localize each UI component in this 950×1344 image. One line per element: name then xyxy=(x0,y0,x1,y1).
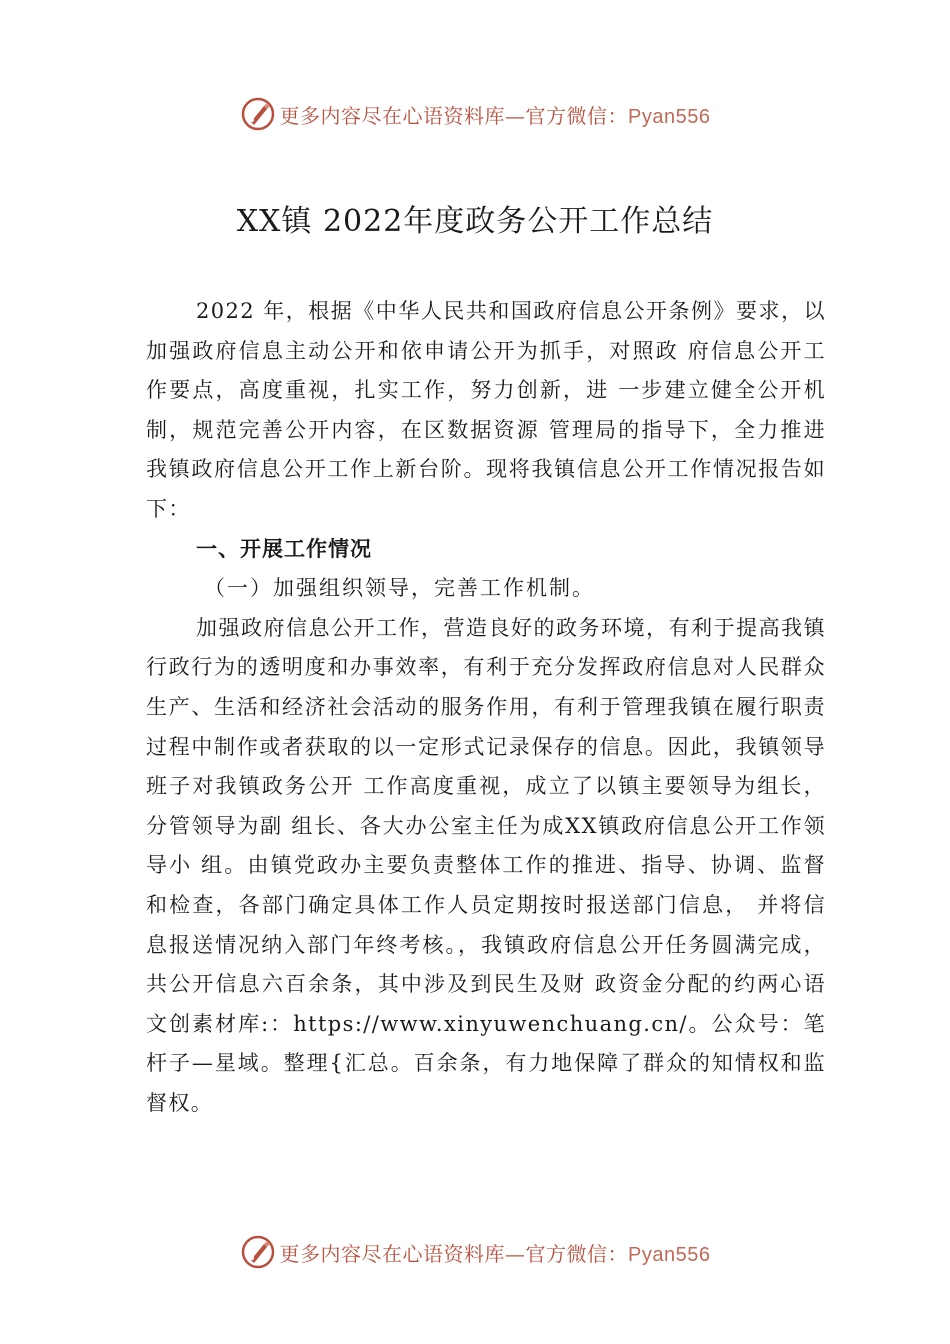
body-paragraph: 加强政府信息公开工作，营造良好的政务环境，有利于提高我镇行政行为的透明度和办事效率，有利于充分发挥政府信息对人民群众生产、生活和经济社会活动的服务作用，有利于管理我镇在履行职责过程中制作或者获取的以一定形式记录保存的信息。因此，我镇领导班子对我镇政务公开 工作高度重视，成立了以镇主要领导为组长，分管领导为副 组长、各大办公室主任为成XX镇政府信息公开工作领导小 组。由镇党政办主要负责整体工作的推进、指导、协调、监督和检查，各部门确定具体工作人员定期按时报送部门信息， 并将信息报送情况纳入部门年终考核。，我镇政府信息公开任务圆满完成，共公开信息六百余条，其中涉及到民生及财 政资金分配的约两心语文创素材库:：https://www.xinyuwenchuang.cn/。公众号：笔杆子—星域。整理{汇总。百余条，有力地保障了群众的知情权和监 督权。 xyxy=(146,615,826,1115)
intro-paragraph: 2022 年，根据《中华人民共和国政府信息公开条例》要求，以加强政府信息主动公开和依申请公开为抓手，对照政 府信息公开工作要点，高度重视，扎实工作，努力创新，进 一步建立健全公开机制，规范完善公开内容，在区数据资源 管理局的指导下，全力推进我镇政府信息公开工作上新台阶。现将我镇信息公开工作情况报告如下： xyxy=(146,299,826,521)
wechat-id: Pyan556 xyxy=(628,105,711,128)
document-body xyxy=(146,292,826,1123)
document-title: XX镇 2022年度政务公开工作总结 xyxy=(236,204,714,239)
pen-logo-icon xyxy=(240,96,276,132)
subsection-heading: （一）加强组织领导，完善工作机制。 xyxy=(204,576,595,601)
watermark-text: 更多内容尽在心语资料库—官方微信：Pyan556 xyxy=(279,103,711,128)
section-heading: 一、开展工作情况 xyxy=(196,536,372,561)
watermark-banner-bottom xyxy=(0,1232,950,1272)
pen-logo-icon xyxy=(240,1234,276,1270)
wechat-id: Pyan556 xyxy=(628,1243,711,1266)
watermark-text: 更多内容尽在心语资料库—官方微信：Pyan556 xyxy=(279,1241,711,1266)
watermark-banner-top xyxy=(0,94,950,134)
